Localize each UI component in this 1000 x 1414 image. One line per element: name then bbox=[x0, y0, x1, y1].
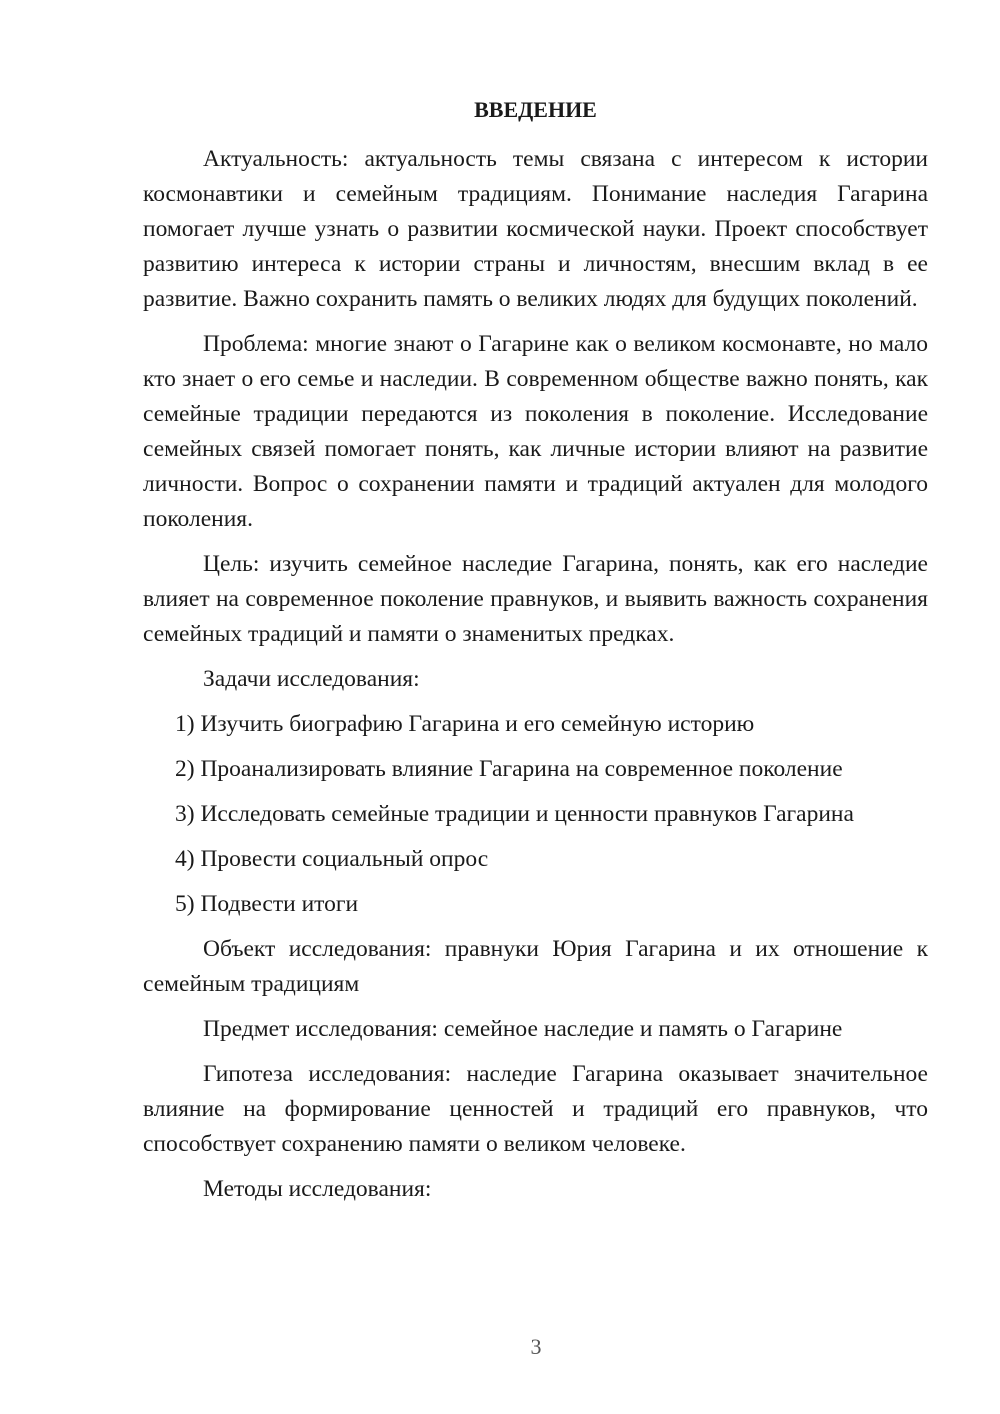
paragraph-hypothesis: Гипотеза исследования: наследие Гагарина оказывает значительное влияние на формирование ценностей и традиций его правнуков, что способствует сохранению памяти о великом человеке. bbox=[143, 1061, 928, 1157]
list-item: 1) Изучить биографию Гагарина и его семейную историю bbox=[175, 711, 755, 737]
tasks-list bbox=[143, 707, 928, 922]
tasks-title: Задачи исследования: bbox=[203, 666, 420, 692]
paragraph-relevance: Актуальность: актуальность темы связана с интересом к истории космонавтики и семейным традициям. Понимание наследия Гагарина помогает лучше узнать о развитии космической науки. Проект способствует развитию интереса к истории страны и личностям, внесшим вклад в ее развитие. Важно сохранить память о великих людях для будущих поколений. bbox=[143, 146, 928, 312]
list-item: 3) Исследовать семейные традиции и ценности правнуков Гагарина bbox=[175, 801, 854, 827]
page-content bbox=[143, 92, 928, 1217]
paragraph-object: Объект исследования: правнуки Юрия Гагарина и их отношение к семейным традициям bbox=[143, 936, 928, 997]
paragraph-problem: Проблема: многие знают о Гагарине как о великом космонавте, но мало кто знает о его семье и наследии. В современном обществе важно понять, как семейные традиции передаются из поколения в поколение. Исследование семейных связей помогает понять, как личные истории влияют на развитие личности. Вопрос о сохранении памяти и традиций актуален для молодого поколения. bbox=[143, 331, 928, 532]
list-item: 2) Проанализировать влияние Гагарина на современное поколение bbox=[175, 756, 843, 782]
paragraph-subject: Предмет исследования: семейное наследие и память о Гагарине bbox=[203, 1016, 843, 1042]
list-item: 5) Подвести итоги bbox=[175, 891, 359, 917]
page-number: 3 bbox=[530, 1334, 542, 1359]
page-heading: ВВЕДЕНИЕ bbox=[474, 97, 597, 122]
methods-title: Методы исследования: bbox=[203, 1176, 432, 1202]
list-item: 4) Провести социальный опрос bbox=[175, 846, 489, 872]
paragraph-goal: Цель: изучить семейное наследие Гагарина, понять, как его наследие влияет на современное поколение правнуков, и выявить важность сохранения семейных традиций и памяти о знаменитых предках. bbox=[143, 551, 928, 647]
